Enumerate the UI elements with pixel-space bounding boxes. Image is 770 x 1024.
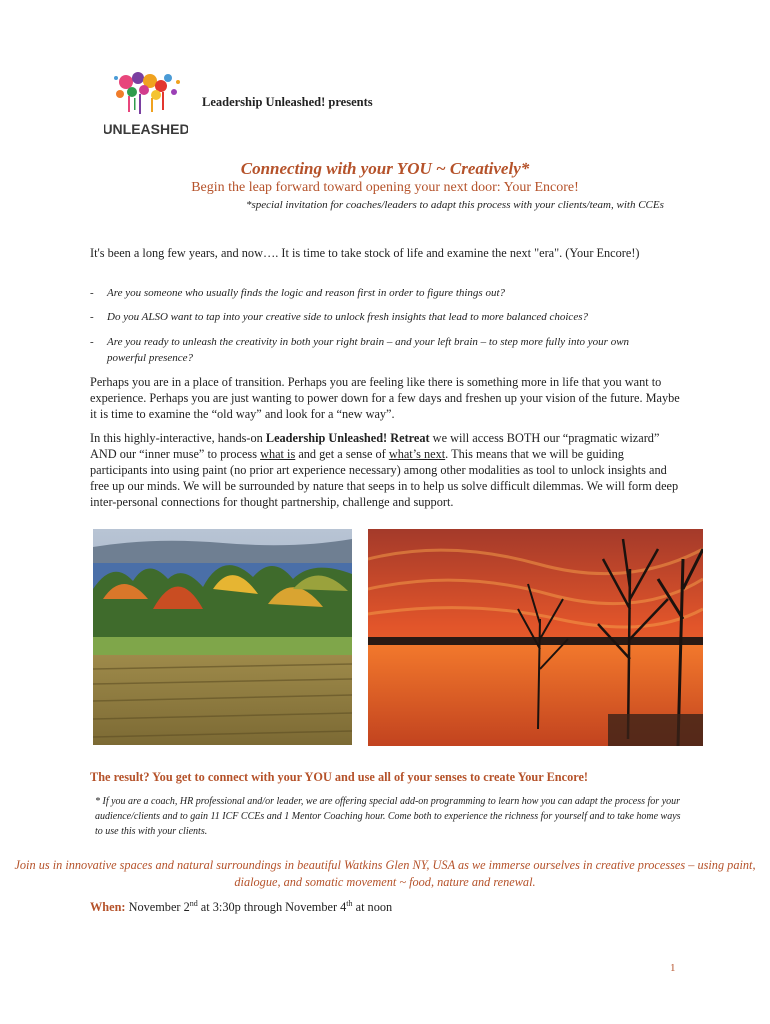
when-label: When:	[90, 900, 126, 915]
addon-note: * If you are a coach, HR professional and/or leader, we are offering special add-on programming to learn how you can adapt the process for your audience/clients and to gain 11 ICF CCEs and 1 Mentor Coaching hour. Come both to experience the richness for yourself and to take home ways to use this with your clients.	[95, 796, 681, 837]
bullet-item	[90, 285, 670, 301]
logo-wordmark: UNLEASHED	[104, 121, 188, 137]
retreat-name: Leadership Unleashed! Retreat	[265, 431, 430, 445]
bullet-text: Are you someone who usually finds the logic and reason first in order to figure things out?	[107, 287, 506, 299]
page-number: 1	[670, 962, 676, 974]
bullet-item	[90, 309, 670, 325]
result-line: The result? You get to connect with your YOU and use all of your senses to create Your Encore!	[90, 770, 589, 784]
bullet-dash: -	[90, 287, 94, 299]
retreat-paragraph: In this highly-interactive, hands-on Leadership Unleashed! Retreat we will access BOTH our “pragmatic wizard” AND our “inner muse” to process what is and get a sense of what’s next. This means that we will be guiding participants into using paint (no prior art experience necessary) among other modalities as tool to unlock insights and free up our minds. We will be surrounded by nature that seeps in to help us solve difficult dilemmas. We will form deep inter-personal connections for thought partnership, challenge and support.	[90, 431, 679, 509]
page-title: Connecting with your YOU ~ Creatively*	[240, 159, 530, 178]
paint-splash-logo-icon	[104, 68, 188, 140]
page-subtitle: Begin the leap forward toward opening your next door: Your Encore!	[191, 180, 579, 195]
vineyard-photo	[93, 529, 352, 745]
bullet-dash: -	[90, 311, 94, 323]
special-invitation-note: *special invitation for coaches/leaders to adapt this process with your clients/team, with CCEs	[246, 199, 664, 211]
when-line: When: November 2nd at 3:30p through November 4th at noon	[90, 899, 393, 915]
transition-paragraph: Perhaps you are in a place of transition. Perhaps you are feeling like there is something more in life that you want to experience. Perhaps you are just wanting to power down for a few days and freshen up your vision of the future. Maybe it is time to examine the “old way” and look for a “new way”.	[90, 375, 680, 421]
unleashed-logo	[104, 68, 188, 140]
bullet-item	[90, 334, 670, 366]
bullet-dash: -	[90, 336, 94, 348]
bullet-text: Do you ALSO want to tap into your creative side to unlock fresh insights that lead to more balanced choices?	[107, 311, 588, 323]
sunset-photo	[368, 529, 703, 746]
join-line: Join us in innovative spaces and natural surroundings in beautiful Watkins Glen NY, USA as we immerse ourselves in creative processes – using paint, dialogue, and somatic movement ~ food, nature and renewal.	[14, 858, 756, 889]
bullet-text: Are you ready to unleash the creativity in both your right brain – and your left brain – to step more fully into your own powerful presence?	[107, 336, 630, 364]
presents-line: Leadership Unleashed! presents	[202, 95, 373, 109]
intro-paragraph: It's been a long few years, and now…. It is time to take stock of life and examine the next "era". (Your Encore!)	[90, 246, 640, 260]
